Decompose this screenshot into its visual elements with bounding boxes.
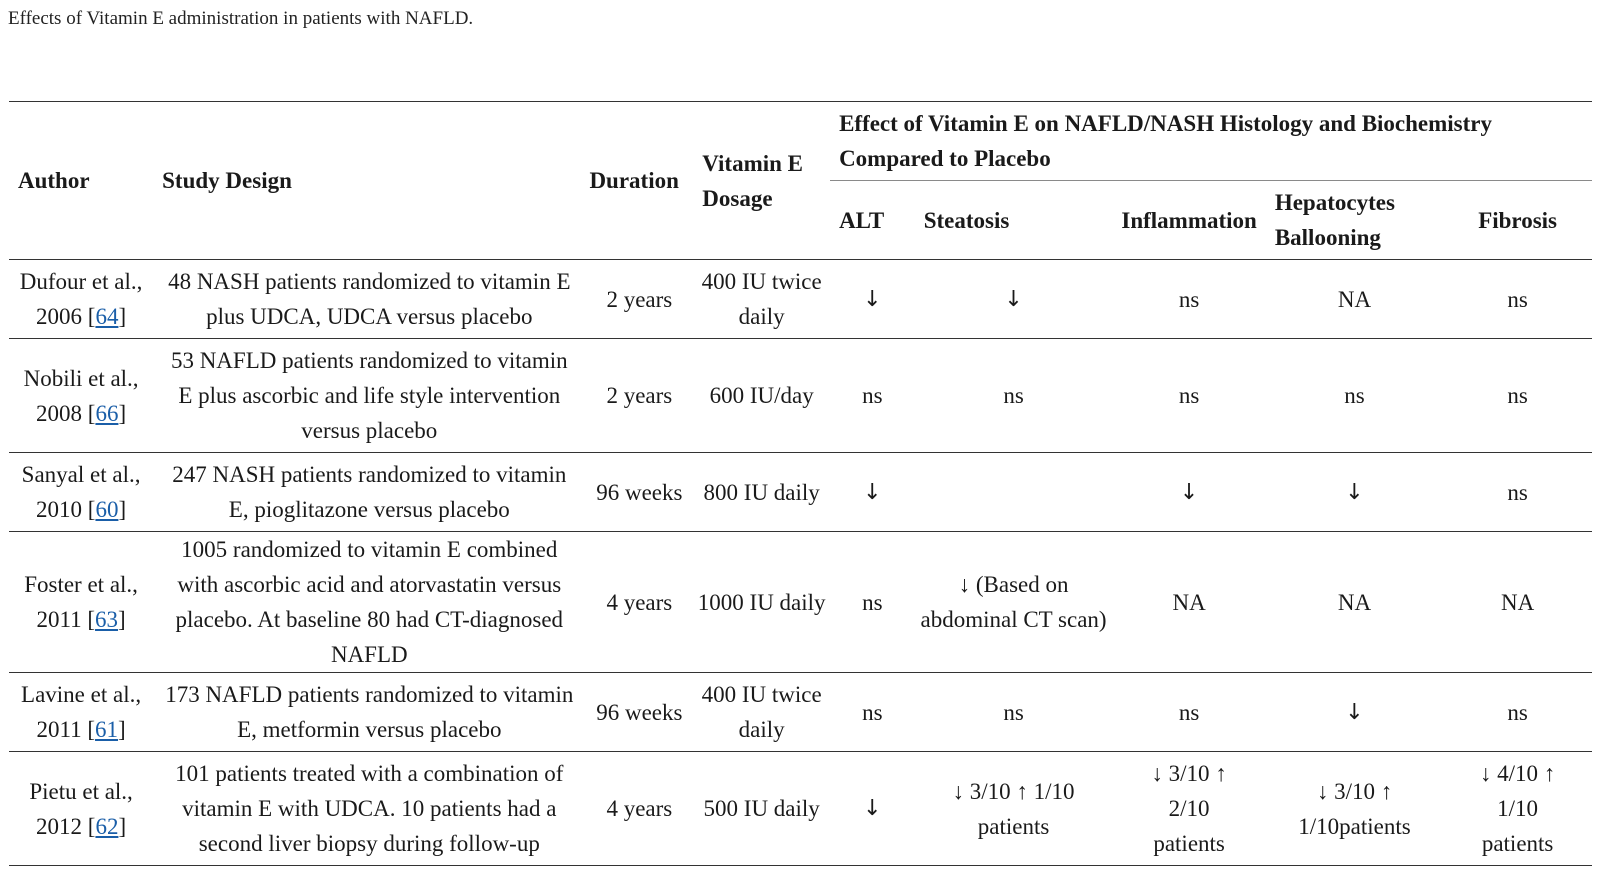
design-cell: 53 NAFLD patients randomized to vitamin E plus ascorbic and life style intervention versus placebo [153, 339, 585, 453]
dosage-cell: 500 IU daily [693, 752, 830, 866]
dosage-cell: 1000 IU daily [693, 532, 830, 673]
author-cell: Sanyal et al., 2010 [60] [9, 453, 153, 532]
alt-cell: ns [830, 673, 915, 752]
duration-cell: 4 years [585, 752, 693, 866]
table-row [9, 453, 1592, 532]
ballooning-cell: ↓ 3/10 ↑ 1/10patients [1266, 752, 1443, 866]
duration-cell: 96 weeks [585, 453, 693, 532]
steatosis-cell: ns [915, 339, 1113, 453]
steatosis-cell: ↓ 3/10 ↑ 1/10 patients [915, 752, 1113, 866]
reference-link[interactable]: 63 [95, 607, 119, 632]
vitamin-e-table [9, 101, 1592, 866]
header-study-design: Study Design [153, 102, 585, 260]
header-author: Author [9, 102, 153, 260]
dosage-cell: 600 IU/day [693, 339, 830, 453]
design-cell: 173 NAFLD patients randomized to vitamin E, metformin versus placebo [153, 673, 585, 752]
ballooning-cell: ↓ [1266, 673, 1443, 752]
table-row [9, 532, 1592, 673]
fibrosis-cell: ↓ 4/10 ↑ 1/10 patients [1443, 752, 1592, 866]
alt-cell: ↓ [830, 260, 915, 339]
reference-link[interactable]: 60 [95, 497, 119, 522]
fibrosis-cell: ns [1443, 260, 1592, 339]
table-row [9, 339, 1592, 453]
reference-link[interactable]: 66 [95, 400, 119, 426]
duration-cell: 2 years [585, 260, 693, 339]
table-row [9, 673, 1592, 752]
ballooning-cell: ns [1266, 339, 1443, 453]
steatosis-cell: ↓ [915, 260, 1113, 339]
fibrosis-cell: ns [1443, 673, 1592, 752]
author-cell: Nobili et al., 2008 [66] [9, 339, 153, 453]
alt-cell: ns [830, 532, 915, 673]
author-cell: Pietu et al., 2012 [62] [9, 752, 153, 866]
header-dosage: Vitamin E Dosage [693, 102, 830, 260]
reference-link[interactable]: 61 [95, 717, 119, 742]
alt-cell: ns [830, 339, 915, 453]
fibrosis-cell: NA [1443, 532, 1592, 673]
author-cell: Lavine et al., 2011 [61] [9, 673, 153, 752]
dosage-cell: 800 IU daily [693, 453, 830, 532]
header-fibrosis: Fibrosis [1443, 181, 1592, 260]
author-cell: Foster et al., 2011 [63] [9, 532, 153, 673]
header-inflammation: Inflammation [1112, 181, 1265, 260]
header-alt: ALT [830, 181, 915, 260]
dosage-cell: 400 IU twice daily [693, 673, 830, 752]
inflammation-cell: NA [1112, 532, 1265, 673]
design-cell: 48 NASH patients randomized to vitamin E plus UDCA, UDCA versus placebo [153, 260, 585, 339]
header-effect-group: Effect of Vitamin E on NAFLD/NASH Histology and Biochemistry Compared to Placebo [830, 102, 1592, 181]
steatosis-cell [915, 453, 1113, 532]
duration-cell: 96 weeks [585, 673, 693, 752]
design-cell: 1005 randomized to vitamin E combined with ascorbic acid and atorvastatin versus placebo. At baseline 80 had CT-diagnosed NAFLD [153, 532, 585, 673]
ballooning-cell: NA [1266, 260, 1443, 339]
design-cell: 247 NASH patients randomized to vitamin E, pioglitazone versus placebo [153, 453, 585, 532]
fibrosis-cell: ns [1443, 339, 1592, 453]
inflammation-cell: ns [1112, 673, 1265, 752]
table-row [9, 260, 1592, 339]
reference-link[interactable]: 64 [95, 304, 119, 329]
design-cell: 101 patients treated with a combination of vitamin E with UDCA. 10 patients had a second liver biopsy during follow-up [153, 752, 585, 866]
duration-cell: 2 years [585, 339, 693, 453]
table-caption: Effects of Vitamin E administration in patients with NAFLD. [8, 8, 474, 29]
alt-cell: ↓ [830, 453, 915, 532]
ballooning-cell: ↓ [1266, 453, 1443, 532]
header-ballooning: Hepatocytes Ballooning [1266, 181, 1443, 260]
inflammation-cell: ↓ [1112, 453, 1265, 532]
inflammation-cell: ns [1112, 339, 1265, 453]
table-body [9, 260, 1592, 866]
author-cell: Dufour et al., 2006 [64] [9, 260, 153, 339]
steatosis-cell: ns [915, 673, 1113, 752]
alt-cell: ↓ [830, 752, 915, 866]
reference-link[interactable]: 62 [95, 813, 119, 839]
fibrosis-cell: ns [1443, 453, 1592, 532]
table-header [9, 102, 1592, 260]
header-steatosis: Steatosis [915, 181, 1113, 260]
header-duration: Duration [585, 102, 693, 260]
duration-cell: 4 years [585, 532, 693, 673]
dosage-cell: 400 IU twice daily [693, 260, 830, 339]
table-row [9, 752, 1592, 866]
ballooning-cell: NA [1266, 532, 1443, 673]
steatosis-cell: ↓ (Based on abdominal CT scan) [915, 532, 1113, 673]
inflammation-cell: ns [1112, 260, 1265, 339]
inflammation-cell: ↓ 3/10 ↑ 2/10 patients [1112, 752, 1265, 866]
